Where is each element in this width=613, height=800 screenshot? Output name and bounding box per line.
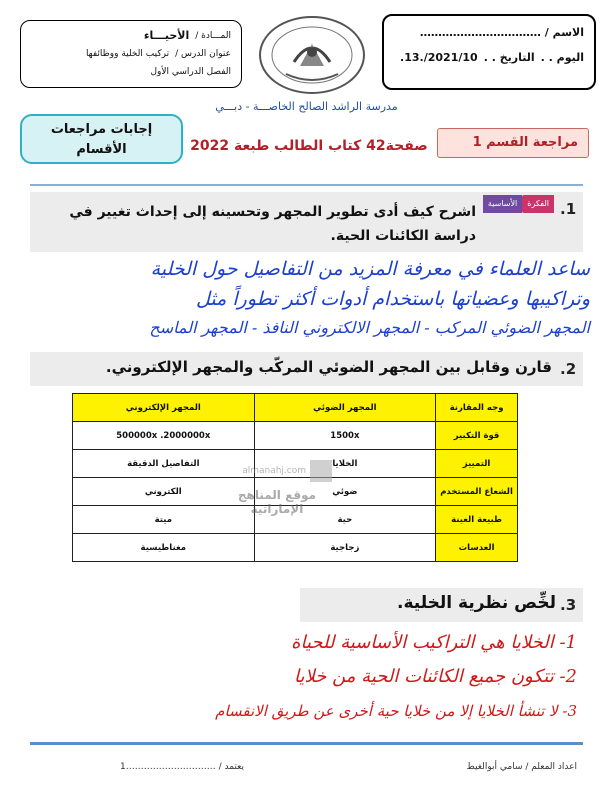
- q3-answer-line-2: 2- تتكون جميع الكائنات الحية من خلايا: [294, 666, 577, 687]
- q3-answer-line-1: 1- الخلايا هي التراكيب الأساسية للحياة: [291, 632, 577, 653]
- table-cell: 1500x: [254, 422, 436, 450]
- q1-number: 1.: [560, 200, 577, 218]
- book-reference: صفحة42 كتاب الطالب طبعة 2022: [190, 138, 428, 154]
- q1-answer-line-3: المجهر الضوئي المركب - المجهر الالكتروني النافذ - المجهر الماسح: [149, 318, 590, 337]
- school-seal-logo: [256, 14, 368, 96]
- name-row: [394, 26, 584, 39]
- lesson-row: [31, 45, 231, 63]
- student-info-box: [382, 14, 596, 90]
- watermark-site-name: موقع المناهج الإماراتية: [237, 488, 317, 516]
- table-header-cell: وجه المقارنة: [436, 394, 518, 422]
- name-label: الاسم /: [544, 26, 584, 39]
- q1-verb: اشرح: [438, 204, 476, 220]
- q3-question: [310, 593, 556, 613]
- school-name: مدرسة الراشد الصالح الخاصـــة - دبـــي: [215, 100, 398, 113]
- table-cell: الخلايا: [254, 450, 436, 478]
- table-cell: الكتروني: [73, 478, 255, 506]
- section-review-label: مراجعة القسم 1: [437, 128, 589, 158]
- subject-value: الأحيـــاء: [143, 29, 190, 42]
- subject-row: [31, 27, 231, 45]
- date-row: [394, 51, 584, 64]
- approved-dots: …………………………1: [120, 762, 216, 772]
- answers-title-line1: إجابات مراجعات: [50, 122, 153, 137]
- table-cell: حية: [254, 506, 436, 534]
- table-row-label: قوة التكبير: [436, 422, 518, 450]
- table-row: [73, 534, 518, 562]
- subject-label: المـــادة /: [195, 31, 231, 41]
- table-header-cell: المجهر الإلكتروني: [73, 394, 255, 422]
- term-label: الفصل الدراسي الأول: [150, 67, 231, 77]
- watermark-logo-icon: [310, 460, 332, 482]
- q2-verb: قارن وقابل: [466, 358, 552, 376]
- date-label: التاريخ . .: [483, 51, 535, 64]
- table-row: [73, 422, 518, 450]
- teacher-name: سامي أبوالغيط: [466, 762, 523, 772]
- table-row-label: العدسات: [436, 534, 518, 562]
- table-cell: 500000x .2000000x: [73, 422, 255, 450]
- answers-title-box: [20, 114, 183, 164]
- watermark: [222, 460, 332, 530]
- table-cell: زجاجية: [254, 534, 436, 562]
- date-value: 2021/10/.13.: [400, 51, 478, 64]
- tag-main: الأساسية: [483, 195, 522, 213]
- lesson-info-box: [20, 20, 242, 88]
- lesson-value: تركيب الخلية ووظائفها: [85, 49, 170, 59]
- term-row: [31, 63, 231, 81]
- approved-label: يعتمد /: [218, 762, 244, 772]
- table-row-label: التمييز: [436, 450, 518, 478]
- answers-title-line2: الأقسام: [76, 142, 127, 157]
- day-label: اليوم . .: [540, 51, 584, 64]
- tag-idea: الفكرة: [522, 195, 554, 213]
- watermark-mark: [222, 460, 332, 482]
- q1-question: [40, 200, 476, 248]
- table-cell: التفاصيل الدقيقة: [73, 450, 255, 478]
- watermark-url: almanahj.com: [242, 466, 306, 476]
- q3-answer-line-3: 3- لا تنشأ الخلايا إلا من خلايا حية أخرى عن طريق الانقسام: [215, 702, 577, 720]
- table-header-row: [73, 394, 518, 422]
- table-row-label: طبيعة العينة: [436, 506, 518, 534]
- table-cell: ضوئي: [254, 478, 436, 506]
- table-row-label: الشعاع المستخدم: [436, 478, 518, 506]
- table-cell: مغناطيسية: [73, 534, 255, 562]
- q3-verb: لخِّص: [514, 593, 556, 613]
- prepared-label: اعداد المعلم /: [525, 762, 577, 772]
- prepared-by: [467, 762, 577, 772]
- q1-answer-line-1: ساعد العلماء في معرفة المزيد من التفاصيل حول الخلية: [150, 258, 590, 280]
- q2-text: بين المجهر الضوئي المركّب والمجهر الإلكتروني.: [105, 358, 461, 376]
- q1-text: كيف أدى تطوير المجهر وتحسينه إلى إحداث تغيير في دراسة الكائنات الحية.: [69, 204, 476, 244]
- q2-number: 2.: [560, 360, 577, 378]
- approved-by: [120, 762, 244, 772]
- q2-question: [40, 358, 552, 376]
- q1-answer-line-2: وتراكيبها وعضياتها باستخدام أدوات أكثر تطوراً مثل: [196, 288, 590, 310]
- main-idea-tag: [476, 195, 554, 213]
- lesson-label: عنوان الدرس /: [175, 49, 231, 59]
- name-field[interactable]: ……………………………: [419, 26, 541, 39]
- table-header-cell: المجهر الضوئي: [254, 394, 436, 422]
- divider: [30, 184, 583, 186]
- table-cell: ميتة: [73, 506, 255, 534]
- q3-text: نظرية الخلية.: [397, 593, 509, 613]
- footer-divider: [30, 742, 583, 745]
- q3-number: 3.: [560, 596, 577, 614]
